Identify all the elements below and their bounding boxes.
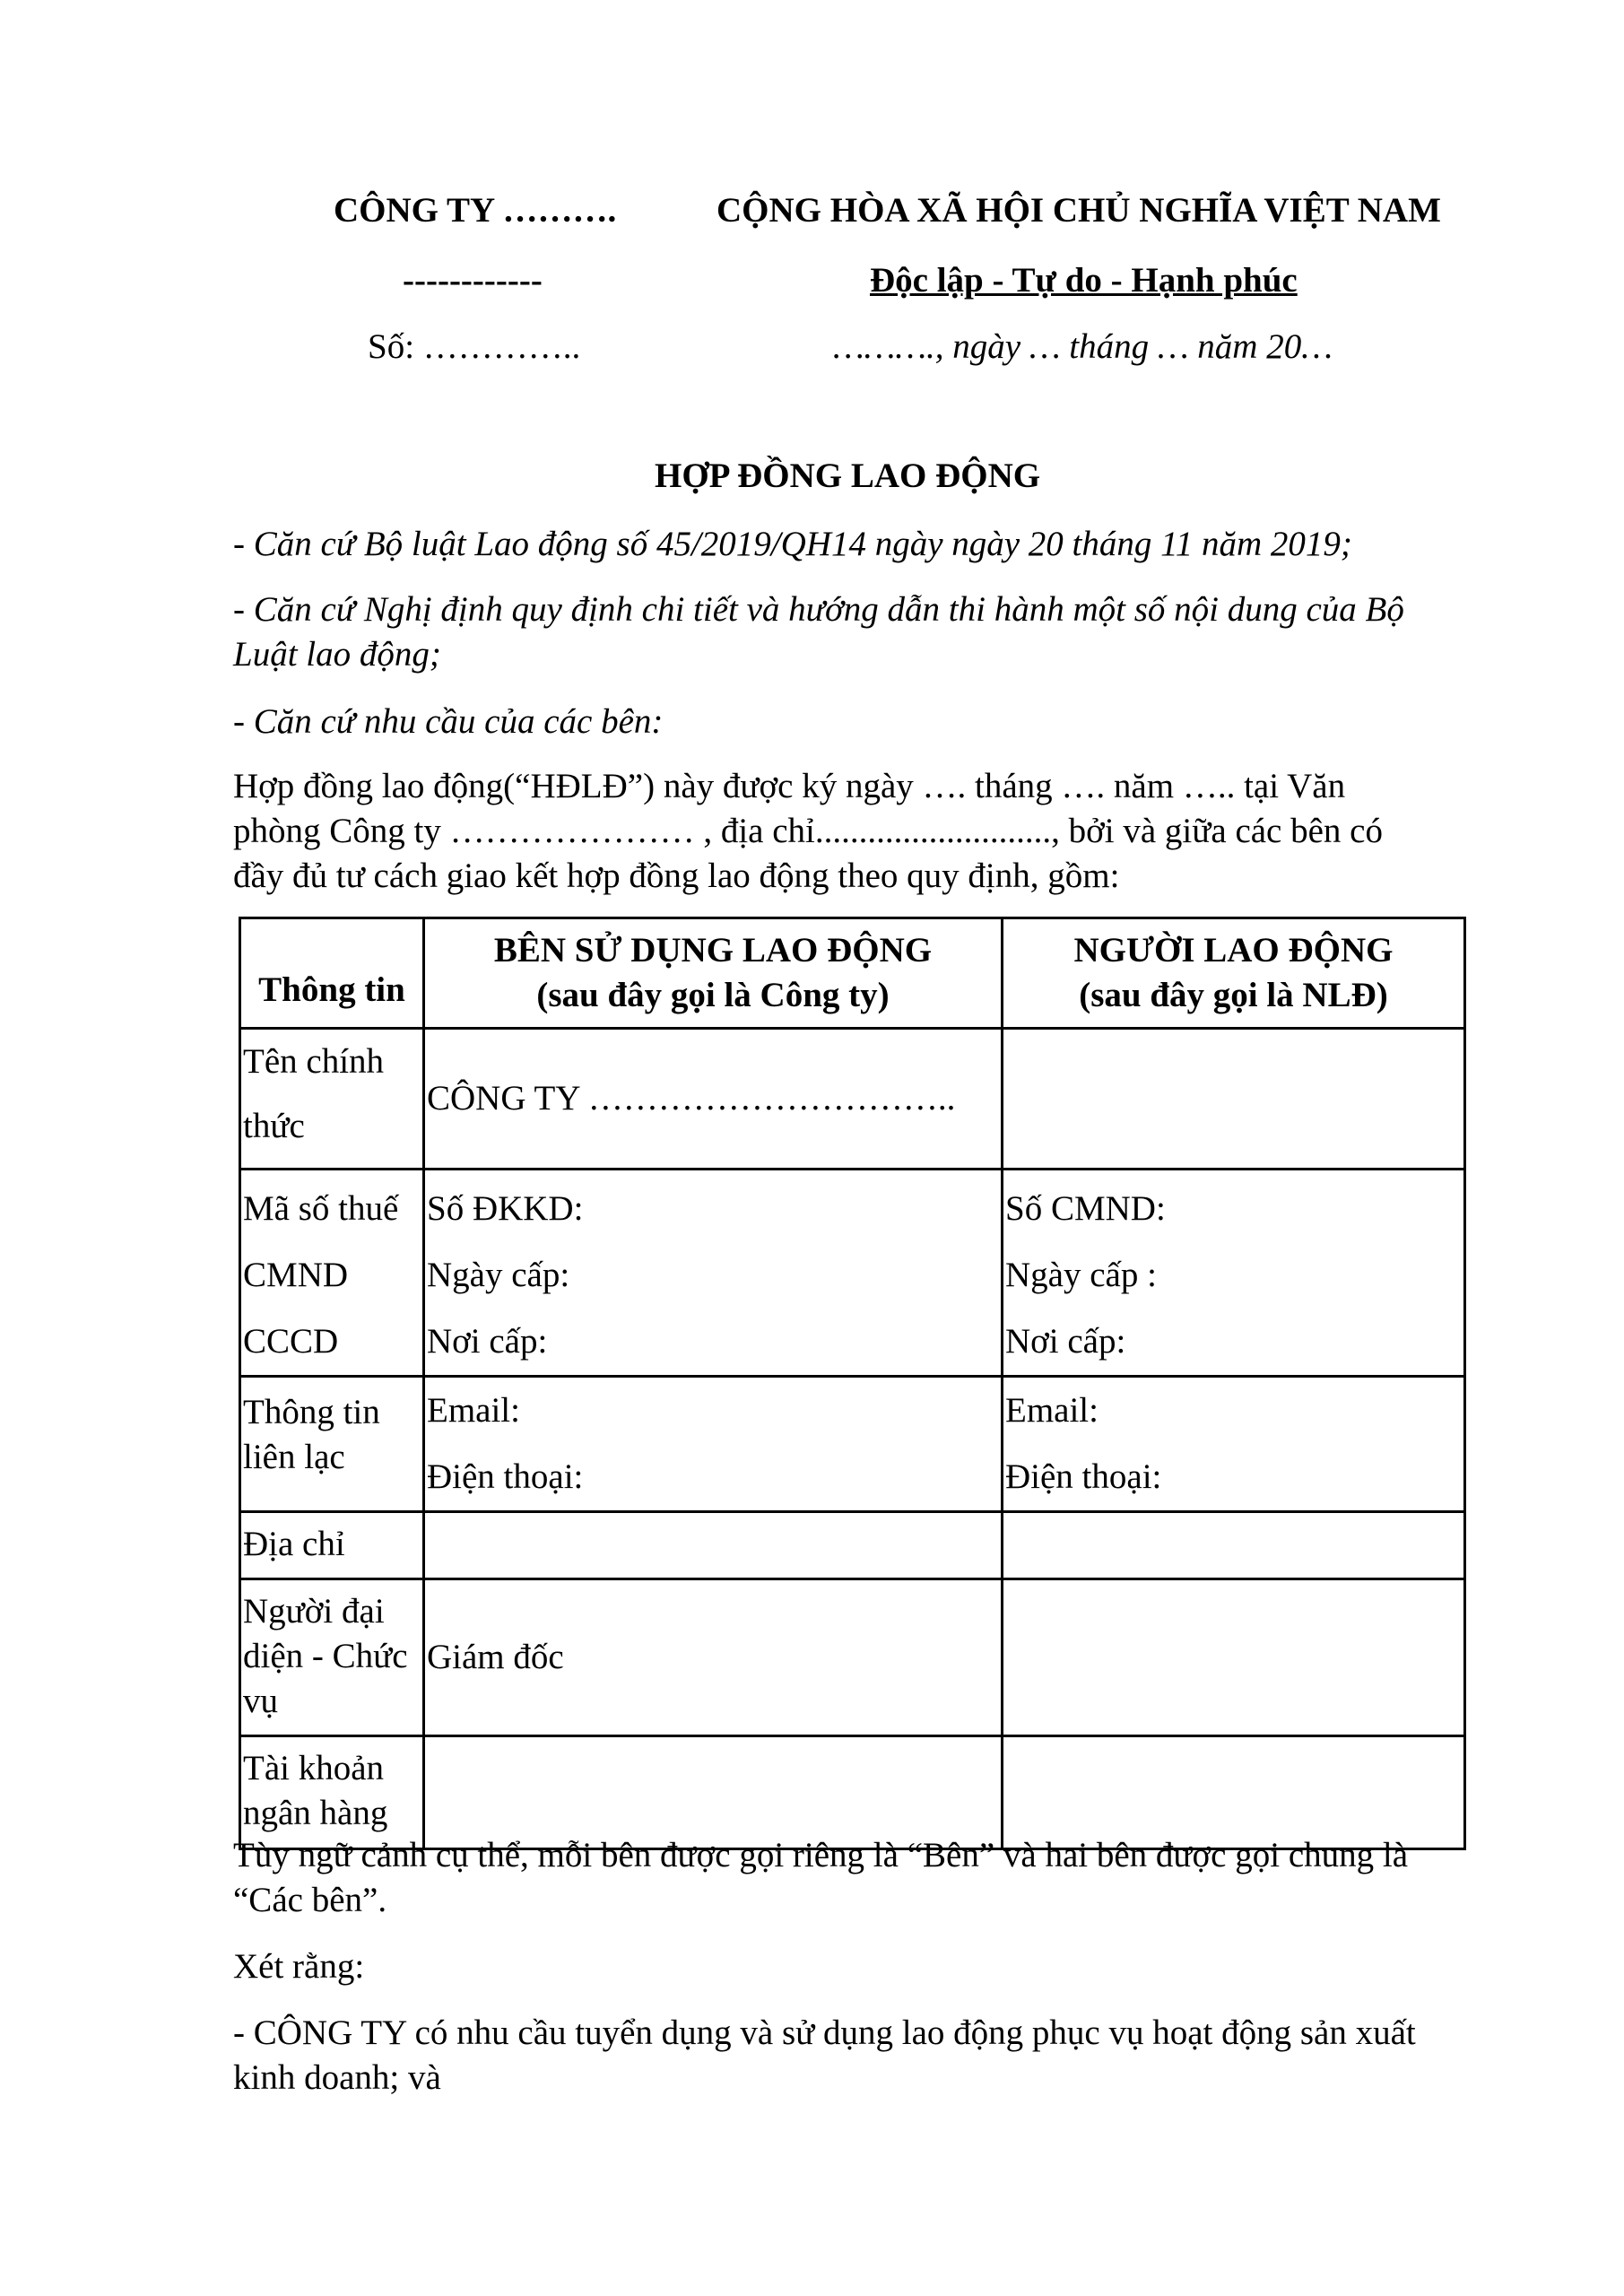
employer-name-cell (424, 1029, 1003, 1170)
table-row (240, 1170, 1465, 1377)
row-label-id (240, 1170, 424, 1377)
issue-date: ………., ngày … tháng … năm 20… (833, 327, 1333, 366)
context-line-2: “Các bên”. (233, 1881, 387, 1919)
employer-email: Email: (427, 1391, 520, 1430)
whereas-text: Xét rằng: (233, 1947, 365, 1986)
header-info (240, 918, 424, 1029)
row-label-bank-line-1: Tài khoản (243, 1749, 385, 1787)
employer-phone: Điện thoại: (427, 1457, 584, 1496)
table-header-row (240, 918, 1465, 1029)
header-employer-line-1: BÊN SỬ DỤNG LAO ĐỘNG (493, 931, 933, 970)
employee-issue-date: Ngày cấp : (1005, 1256, 1157, 1294)
employee-phone: Điện thoại: (1005, 1457, 1162, 1496)
employer-issue-date: Ngày cấp: (427, 1256, 570, 1294)
employee-address-cell (1003, 1512, 1465, 1579)
header-employee-line-1: NGƯỜI LAO ĐỘNG (1073, 931, 1394, 970)
legal-basis-2-line-2: Luật lao động; (233, 635, 441, 674)
row-label-rep-line-2: diện - Chức (243, 1637, 408, 1675)
row-label-address-text: Địa chỉ (243, 1525, 345, 1563)
employer-address-cell (424, 1512, 1003, 1579)
employee-email: Email: (1005, 1391, 1099, 1430)
nation-title: CỘNG HÒA XÃ HỘI CHỦ NGHĨA VIỆT NAM (716, 191, 1441, 230)
employee-representative-cell (1003, 1579, 1465, 1736)
row-label-contact (240, 1377, 424, 1512)
row-label-bank (240, 1736, 424, 1849)
employer-representative-cell (424, 1579, 1003, 1736)
row-label-bank-line-2: ngân hàng (243, 1794, 388, 1832)
national-motto: Độc lập - Tự do - Hạnh phúc (870, 261, 1298, 300)
legal-basis-2 (233, 587, 1426, 677)
row-label-name-line-2: thức (243, 1107, 305, 1145)
row-label-id-line-3: CCCD (243, 1322, 339, 1361)
employer-id-cell (424, 1170, 1003, 1377)
employee-id-cell (1003, 1170, 1465, 1377)
context-paragraph (233, 1833, 1426, 1923)
company-name: CÔNG TY ………. (334, 191, 617, 230)
legal-basis-1-text: - Căn cứ Bộ luật Lao động số 45/2019/QH14 ngày ngày 20 tháng 11 năm 2019; (233, 525, 1352, 563)
employee-issue-place: Nơi cấp: (1005, 1322, 1126, 1361)
row-label-id-line-2: CMND (243, 1256, 349, 1294)
intro-paragraph (233, 764, 1426, 899)
row-label-name-line-1: Tên chính (243, 1042, 385, 1081)
whereas-clause-line-2: kinh doanh; và (233, 2058, 441, 2097)
legal-basis-1 (233, 522, 1426, 567)
intro-line-1: Hợp đồng lao động(“HĐLĐ”) này được ký ngày …. tháng …. năm ….. tại Văn (233, 767, 1346, 805)
whereas-heading (233, 1944, 1426, 1989)
legal-basis-3-text: - Căn cứ nhu cầu của các bên: (233, 702, 664, 741)
row-label-id-line-1: Mã số thuế (243, 1189, 399, 1228)
whereas-clause (233, 2011, 1426, 2100)
row-label-address (240, 1512, 424, 1579)
table-row (240, 1736, 1465, 1849)
table-row (240, 1029, 1465, 1170)
row-label-representative (240, 1579, 424, 1736)
employer-contact-cell (424, 1377, 1003, 1512)
employee-contact-cell (1003, 1377, 1465, 1512)
row-label-contact-line-2: liên lạc (243, 1438, 345, 1476)
table-row (240, 1377, 1465, 1512)
parties-table (239, 917, 1466, 1850)
employee-id-no: Số CMND: (1005, 1189, 1166, 1228)
row-label-contact-line-1: Thông tin (243, 1393, 380, 1431)
employer-bank-cell (424, 1736, 1003, 1849)
whereas-clause-line-1: - CÔNG TY có nhu cầu tuyển dụng và sử dụng lao động phục vụ hoạt động sản xuất (233, 2013, 1416, 2052)
context-line-1: Tùy ngữ cảnh cụ thể, mỗi bên được gọi riêng là “Bên” và hai bên được gọi chung là (233, 1836, 1409, 1874)
employer-issue-place: Nơi cấp: (427, 1322, 548, 1361)
employer-name-value: CÔNG TY ………………………….. (427, 1079, 956, 1118)
employer-representative-value: Giám đốc (427, 1638, 564, 1676)
header-employer-line-2: (sau đây gọi là Công ty) (536, 976, 890, 1014)
row-label-rep-line-1: Người đại (243, 1592, 385, 1631)
legal-basis-3 (233, 700, 1426, 744)
legal-basis-2-line-1: - Căn cứ Nghị định quy định chi tiết và hướng dẫn thi hành một số nội dung của Bộ (233, 590, 1404, 629)
header-employer (424, 918, 1003, 1029)
document-title: HỢP ĐỒNG LAO ĐỘNG (655, 457, 1041, 495)
intro-line-3: đầy đủ tư cách giao kết hợp đồng lao động theo quy định, gồm: (233, 857, 1120, 895)
employer-registration-no: Số ĐKKD: (427, 1189, 584, 1228)
employee-name-cell (1003, 1029, 1465, 1170)
document-number: Số: ………….. (368, 327, 581, 366)
header-info-label: Thông tin (258, 970, 405, 1009)
table-row (240, 1579, 1465, 1736)
intro-line-2: phòng Công ty ………………… , địa chỉ..........................., bởi và giữa các bên có (233, 812, 1383, 850)
table-row (240, 1512, 1465, 1579)
company-divider: ------------ (403, 261, 543, 300)
header-employee (1003, 918, 1465, 1029)
header-employee-line-2: (sau đây gọi là NLĐ) (1079, 976, 1388, 1014)
row-label-name (240, 1029, 424, 1170)
employee-bank-cell (1003, 1736, 1465, 1849)
row-label-rep-line-3: vụ (243, 1682, 278, 1720)
